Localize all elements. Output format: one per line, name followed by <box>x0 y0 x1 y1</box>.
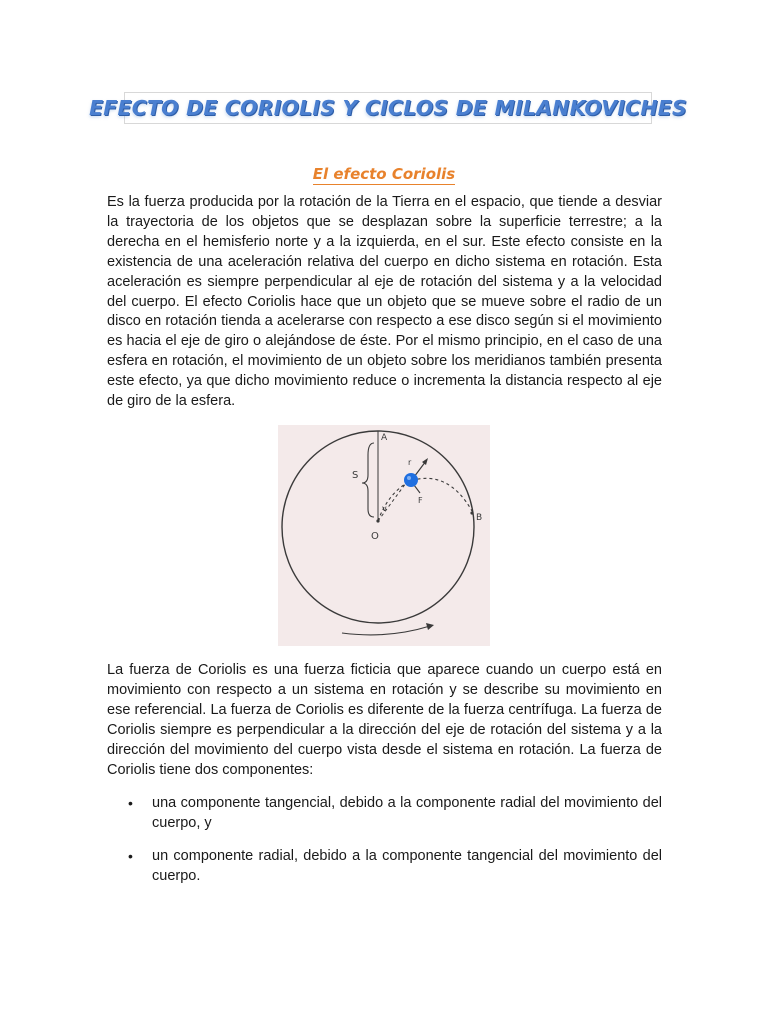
label-s: S <box>352 470 359 481</box>
object-highlight <box>407 476 411 480</box>
bullet-icon: • <box>128 795 133 811</box>
components-list <box>107 794 662 900</box>
label-b: B <box>476 513 483 523</box>
label-f: F <box>418 496 423 505</box>
label-a: A <box>381 433 388 443</box>
coriolis-diagram <box>278 425 490 646</box>
label-v: v <box>382 504 387 513</box>
trajectory-path <box>378 478 472 521</box>
distance-brace <box>362 443 374 517</box>
list-item <box>107 847 662 887</box>
list-item-text: una componente tangencial, debido a la componente radial del movimiento del cuerpo, y <box>152 795 662 831</box>
center-point <box>376 519 379 522</box>
radial-path <box>378 483 406 521</box>
coriolis-force-vector <box>414 485 420 493</box>
label-r: r <box>408 458 412 467</box>
page-title: EFECTO DE CORIOLIS Y CICLOS DE MILANKOVICHES <box>89 96 687 120</box>
label-o: O <box>371 531 379 542</box>
coriolis-diagram-svg <box>278 425 490 646</box>
title-box <box>89 92 687 124</box>
point-b <box>470 511 473 514</box>
list-item-text: un componente radial, debido a la componente tangencial del movimiento del cuerpo. <box>152 847 662 884</box>
coriolis-force-paragraph: La fuerza de Coriolis es una fuerza ficticia que aparece cuando un cuerpo está en movimiento con respecto a un sistema en rotación y se describe su movimiento en ese referencial. La fuerza de Coriolis es diferente de la fuerza centrífuga. La fuerza de Coriolis siempre es perpendicular a la dirección del eje de rotación del sistema y a la dirección del movimiento del cuerpo vista desde el sistema en rotación. La fuerza de Coriolis tiene dos componentes: <box>107 662 662 778</box>
intro-paragraph: Es la fuerza producida por la rotación de la Tierra en el espacio, que tiende a desviar la trayectoria de los objetos que se desplazan sobre la superficie terrestre; a la derecha en el hemisferio norte y a la izquierda, en el sur. Este efecto consiste en la existencia de una aceleración relativa del cuerpo en dicho sistema en rotación. Esta aceleración es siempre perpendicular al eje de rotación del sistema y a la velocidad del cuerpo. El efecto Coriolis hace que un objeto que se mueve sobre el radio de un disco en rotación tienda a acelerarse con respecto a ese disco según si el movimiento es hacia el eje de giro o alejándose de éste. Por el mismo principio, en el caso de una esfera en rotación, el movimiento de un objeto sobre los meridianos también presenta este efecto, ya que dicho movimiento reduce o incrementa la distancia respecto al eje de giro de la esfera. <box>107 194 662 410</box>
rotation-arrowhead <box>426 623 434 630</box>
section-heading-wrapper <box>0 158 768 186</box>
bullet-icon: • <box>128 847 133 864</box>
list-item <box>107 794 662 834</box>
moving-object <box>404 473 418 487</box>
section-heading: El efecto Coriolis <box>312 165 456 183</box>
rotation-direction <box>342 626 430 635</box>
velocity-arrowhead <box>422 458 428 465</box>
